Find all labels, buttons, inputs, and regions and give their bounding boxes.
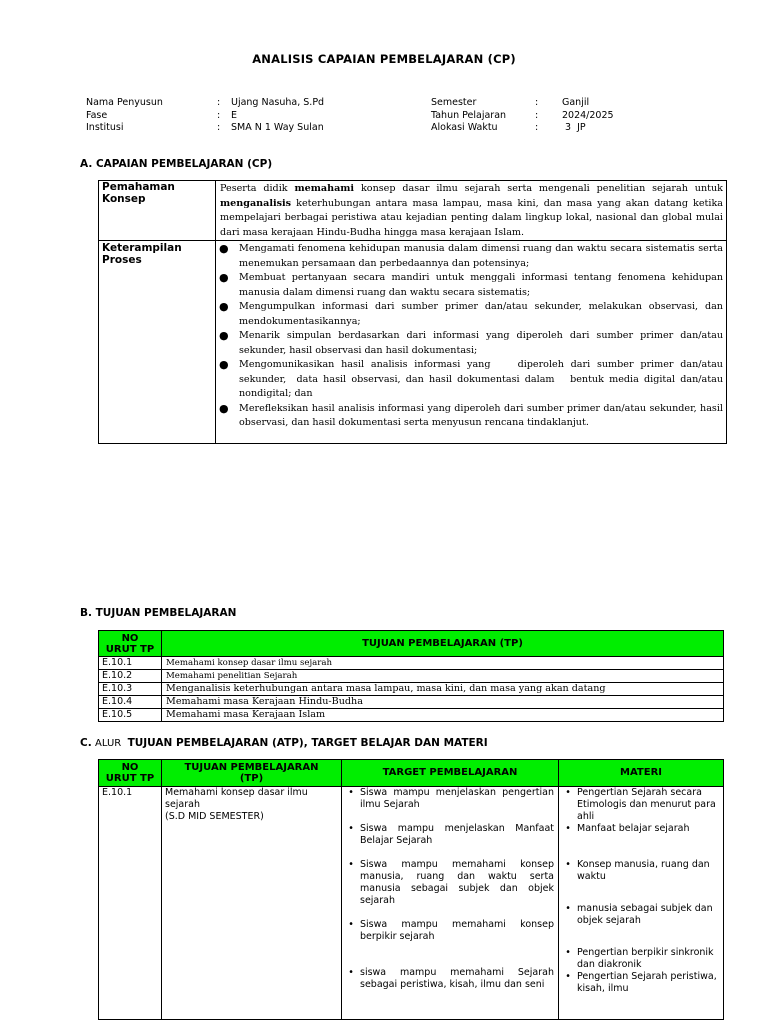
table-row (99, 657, 724, 670)
table-row (99, 683, 724, 696)
info-row-institusi (86, 122, 324, 135)
info-row-penyusun (86, 97, 324, 110)
cp-text-pemahaman (216, 181, 727, 241)
bullet-icon: • (565, 947, 571, 958)
tp-desc: Memahami penelitian Sejarah (162, 670, 724, 683)
list-text: Siswa mampu memahami konsep manusia, ruang dan waktu serta manusia sebagai subjek dan objek sejarah (360, 859, 554, 906)
col-no-urut (99, 760, 162, 787)
text-run: Peserta didik (220, 183, 295, 194)
list-text: siswa mampu memahami Sejarah sebagai peristiwa, kisah, ilmu dan seni (360, 967, 554, 990)
section-b-heading: B. TUJUAN PEMBELAJARAN (80, 607, 237, 619)
list-item (218, 329, 723, 358)
info-sep: : (217, 122, 221, 133)
info-label: Alokasi Waktu (431, 122, 498, 133)
info-sep: : (217, 109, 221, 121)
label-line: Konsep (102, 193, 146, 205)
list-text: Manfaat belajar sejarah (577, 823, 690, 834)
bullet-icon: • (348, 859, 354, 870)
list-item (342, 859, 554, 907)
list-item (218, 271, 723, 300)
list-item (342, 967, 554, 991)
info-row-alokasi (431, 122, 614, 135)
list-item (342, 919, 554, 943)
info-sep: : (535, 122, 539, 133)
bullet-icon: ● (219, 358, 229, 371)
bullet-icon: • (348, 787, 354, 798)
bullet-icon: • (565, 859, 571, 870)
section-c-heading (80, 737, 488, 749)
info-label: Semester (431, 97, 477, 108)
bullet-icon: ● (219, 271, 229, 284)
table-row (99, 709, 724, 722)
col-target: TARGET PEMBELAJARAN (342, 760, 559, 787)
bullet-icon: ● (219, 300, 229, 313)
list-text: Siswa mampu menjelaskan pengertian ilmu Sejarah (360, 787, 554, 810)
header-line: URUT TP (105, 773, 155, 784)
bullet-icon: • (348, 823, 354, 834)
label-line: Keterampilan (102, 242, 182, 254)
table-row (99, 787, 724, 1020)
tp-desc: Memahami konsep dasar ilmu sejarah (162, 657, 724, 670)
text-bold: memahami (294, 183, 355, 194)
header-line: TUJUAN PEMBELAJARAN (184, 762, 319, 773)
tp-desc: Memahami masa Kerajaan Islam (162, 709, 724, 722)
tp-no: E.10.5 (99, 709, 162, 722)
list-text: Siswa mampu menjelaskan Manfaat Belajar Sejarah (360, 823, 554, 846)
list-item (218, 358, 727, 402)
atp-no: E.10.1 (99, 787, 162, 1020)
tp-desc: Menganalisis keterhubungan antara masa lampau, masa kini, dan masa yang akan datang (162, 683, 724, 696)
list-text: Membuat pertanyaan secara mandiri untuk menggali informasi tentang fenomena kehidupan manusia dalam dimensi ruang dan waktu secara sistematis; (239, 272, 723, 298)
list-text: Mengumpulkan informasi dari sumber primer dan/atau sekunder, melakukan observasi, dan mendokumentasikannya; (239, 301, 723, 327)
header-line: NO (121, 632, 139, 644)
info-value: 3 JP (562, 122, 586, 133)
info-sep: : (535, 97, 539, 108)
list-item (559, 971, 719, 995)
atp-header-row (99, 760, 724, 787)
header-line: NO (121, 762, 139, 773)
atp-materi-list (559, 787, 724, 1020)
col-tujuan: TUJUAN PEMBELAJARAN (TP) (162, 631, 724, 657)
info-row-tahun (431, 110, 614, 123)
bullet-icon: • (348, 919, 354, 930)
list-text: Mengomunikasikan hasil analisis informasi yang diperoleh dari sumber primer dan/atau sekunder, data hasil observasi, dan hasil dokumentasi dalam bentuk media digital dan/atau nondigital; dan (239, 359, 727, 399)
info-label: Institusi (86, 122, 124, 133)
list-text: Pengertian berpikir sinkronik dan diakronik (577, 947, 714, 970)
cp-table (98, 180, 727, 444)
list-item (559, 903, 719, 927)
cp-row-keterampilan (99, 241, 727, 444)
page-title: ANALISIS CAPAIAN PEMBELAJARAN (CP) (252, 52, 516, 66)
cp-row-pemahaman (99, 181, 727, 241)
list-item (559, 787, 719, 823)
cp-list-keterampilan (216, 241, 727, 444)
info-row-fase (86, 110, 324, 123)
list-text: Siswa mampu memahami konsep berpikir sejarah (360, 919, 554, 942)
atp-tujuan (162, 787, 342, 1020)
list-item (342, 823, 554, 847)
bullet-icon: • (565, 971, 571, 982)
tp-no: E.10.4 (99, 696, 162, 709)
atp-target-list (342, 787, 559, 1020)
heading-prefix: C. (80, 737, 92, 749)
info-value: E (231, 109, 238, 121)
bullet-icon: • (565, 823, 571, 834)
info-value: 2024/2025 (562, 109, 614, 121)
list-item (218, 242, 723, 271)
info-value: Ganjil (562, 97, 590, 108)
bullet-icon: • (565, 787, 571, 798)
tp-text: Memahami konsep dasar ilmu sejarah (165, 787, 308, 810)
list-item (559, 823, 719, 835)
bullet-icon: ● (219, 401, 229, 415)
atp-table (98, 759, 724, 1020)
bullet-icon: ● (219, 329, 229, 342)
info-label: Tahun Pelajaran (431, 109, 507, 121)
list-text: Merefleksikan hasil analisis informasi yang diperoleh dari sumber primer dan/atau sekunder, hasil observasi, dan hasil dokumentasi serta menyusun rencana tindaklanjut. (239, 402, 723, 428)
col-materi: MATERI (559, 760, 724, 787)
list-text: manusia sebagai subjek dan objek sejarah (577, 903, 713, 926)
list-item (559, 859, 719, 883)
heading-word: ALUR (95, 738, 122, 749)
info-label: Nama Penyusun (86, 97, 163, 108)
info-sep: : (535, 109, 539, 121)
text-run: konsep dasar ilmu sejarah serta mengenali penelitian sejarah untuk (354, 183, 723, 194)
tp-no: E.10.1 (99, 657, 162, 670)
list-text: Pengertian Sejarah secara Etimologis dan menurut para ahli (577, 787, 716, 822)
tp-note: (S.D MID SEMESTER) (165, 811, 264, 822)
tp-desc: Memahami masa Kerajaan Hindu-Budha (162, 696, 724, 709)
label-line: Pemahaman (102, 181, 175, 193)
tp-table (98, 630, 724, 722)
tp-header-row (99, 631, 724, 657)
table-row (99, 670, 724, 683)
bullet-icon: ● (219, 242, 229, 255)
table-row (99, 696, 724, 709)
list-item (559, 947, 719, 971)
heading-bold: TUJUAN PEMBELAJARAN (ATP), TARGET BELAJAR DAN MATERI (127, 737, 488, 749)
info-sep: : (217, 97, 221, 108)
info-row-semester (431, 97, 614, 110)
header-line: URUT TP (105, 643, 155, 655)
col-no-urut (99, 631, 162, 657)
info-left (86, 97, 324, 135)
cp-label-keterampilan (99, 241, 216, 444)
list-text: Pengertian Sejarah peristiwa, kisah, ilmu (577, 971, 717, 994)
list-item (218, 300, 723, 329)
info-right (431, 97, 614, 135)
tp-no: E.10.3 (99, 683, 162, 696)
list-item (342, 787, 554, 811)
col-tujuan (162, 760, 342, 787)
text-bold: menganalisis (220, 197, 292, 209)
list-item (218, 402, 723, 431)
bullet-icon: • (348, 967, 354, 978)
tp-no: E.10.2 (99, 670, 162, 683)
header-line: (TP) (239, 773, 264, 784)
cp-label-pemahaman (99, 181, 216, 241)
bullet-icon: • (565, 903, 571, 914)
info-value: Ujang Nasuha, S.Pd (231, 97, 325, 108)
list-text: Menarik simpulan berdasarkan dari informasi yang diperoleh dari sumber primer dan/atau sekunder, hasil observasi dan hasil dokumentasi; (239, 330, 723, 356)
list-text: Konsep manusia, ruang dan waktu (577, 859, 710, 882)
info-label: Fase (86, 109, 108, 121)
text-run: keterhubungan antara masa lampau, masa kini, dan masa yang akan datang ketika mempelajari berbagai peristiwa atau kejadian penting dalam lingkup lokal, nasional dan global mulai dari masa kerajaan Hindu-Budha hingga masa kerajaan Islam. (220, 197, 723, 238)
label-line: Proses (102, 254, 142, 266)
section-a-heading: A. CAPAIAN PEMBELAJARAN (CP) (80, 158, 273, 170)
list-text: Mengamati fenomena kehidupan manusia dalam dimensi ruang dan waktu secara sistematis serta menemukan persamaan dan perbedaannya dan potensinya; (239, 243, 723, 269)
info-value: SMA N 1 Way Sulan (231, 122, 324, 133)
